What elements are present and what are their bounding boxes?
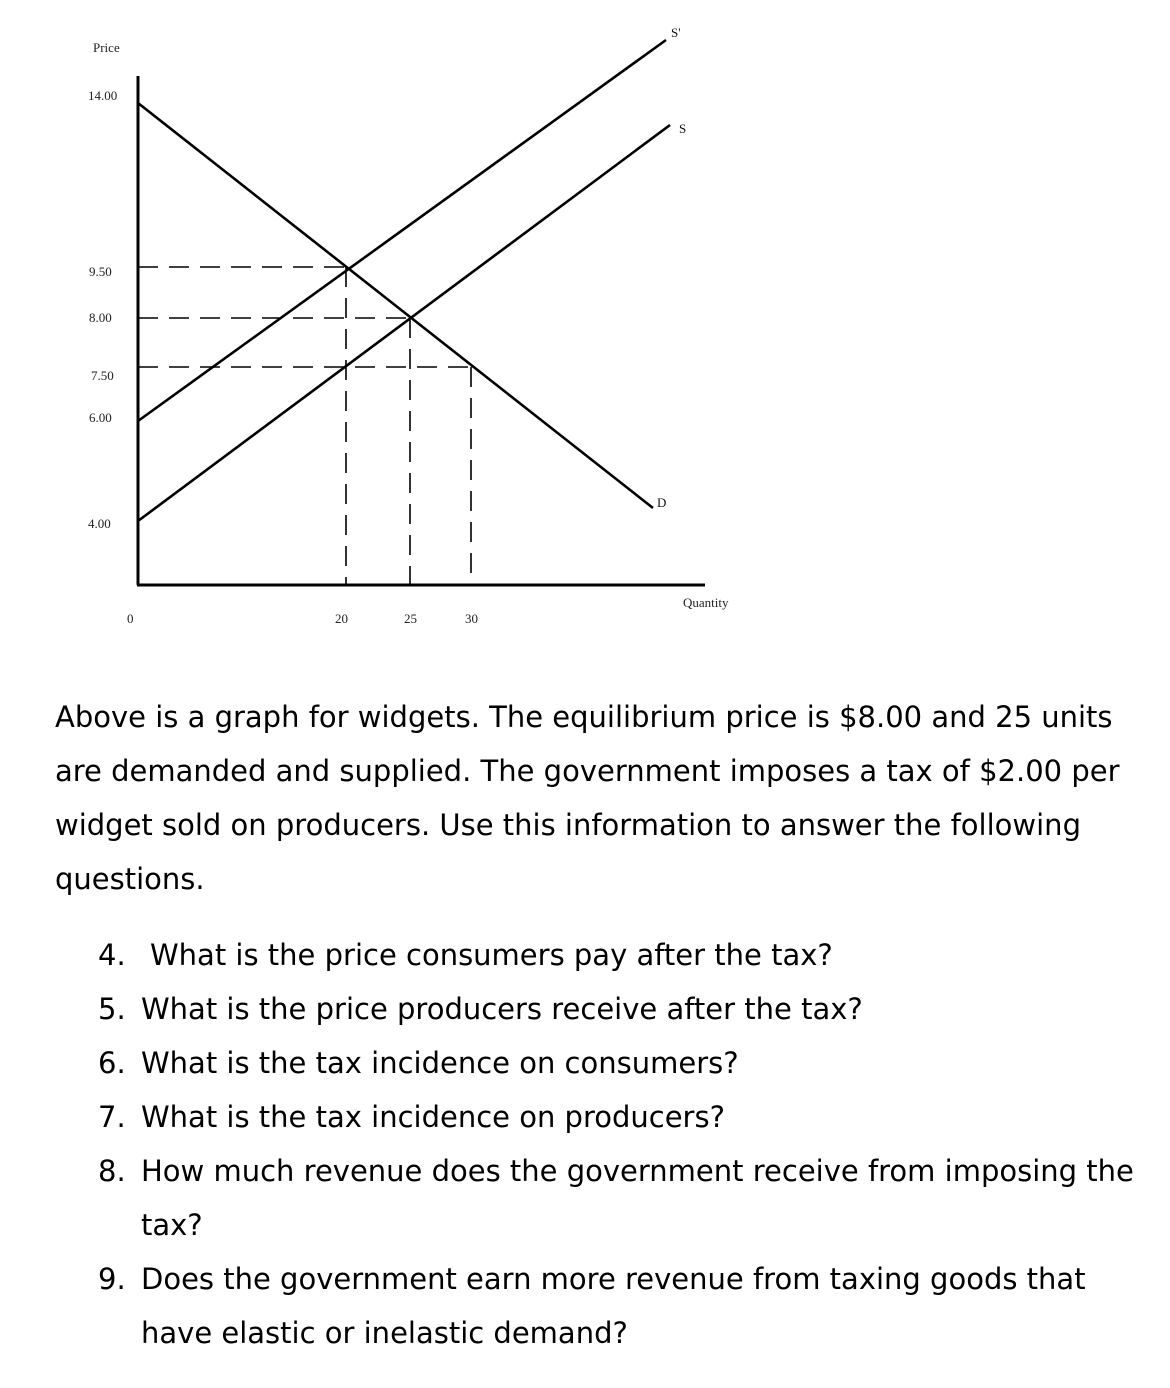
supply-curve-after-tax — [138, 40, 666, 421]
label-supply: S — [679, 121, 687, 136]
question-text: What is the price producers receive after the tax? — [141, 992, 863, 1026]
question-text: What is the tax incidence on producers? — [141, 1100, 725, 1134]
y-axis-label: Price — [93, 40, 120, 55]
question-number: 6. — [98, 1046, 126, 1080]
y-tick-4: 4.00 — [88, 516, 111, 531]
question-list — [98, 928, 1158, 1360]
y-tick-7-50: 7.50 — [91, 368, 114, 383]
y-tick-14: 14.00 — [88, 88, 118, 103]
x-axis-label: Quantity — [683, 595, 729, 610]
x-tick-0: 0 — [127, 611, 134, 626]
question-item — [98, 1252, 1158, 1360]
question-item — [98, 1144, 1158, 1252]
label-supply-after-tax: S' — [671, 25, 681, 40]
question-number: 8. — [98, 1154, 126, 1188]
question-number: 7. — [98, 1100, 126, 1134]
question-item — [98, 928, 1158, 982]
question-text: What is the price consumers pay after the tax? — [150, 938, 833, 972]
question-item — [98, 1090, 1158, 1144]
supply-curve — [138, 125, 670, 521]
intro-paragraph: Above is a graph for widgets. The equilibrium price is $8.00 and 25 units are demanded and supplied. The government imposes a tax of $2.00 per widget sold on producers. Use this information to answer the following questions. — [55, 700, 1120, 896]
demand-curve — [138, 103, 653, 508]
x-tick-20: 20 — [335, 611, 348, 626]
question-item — [98, 982, 1158, 1036]
question-item — [98, 1036, 1158, 1090]
question-text: How much revenue does the government receive from imposing the tax? — [141, 1154, 1134, 1242]
label-demand: D — [657, 495, 667, 510]
question-number: 4. — [98, 938, 126, 972]
question-text: What is the tax incidence on consumers? — [141, 1046, 739, 1080]
question-number: 5. — [98, 992, 126, 1026]
x-tick-25: 25 — [404, 611, 417, 626]
supply-demand-chart — [0, 0, 1170, 660]
y-tick-8: 8.00 — [89, 310, 112, 325]
x-tick-30: 30 — [465, 611, 478, 626]
question-number: 9. — [98, 1262, 126, 1296]
y-tick-6: 6.00 — [89, 410, 112, 425]
question-text: Does the government earn more revenue from taxing goods that have elastic or inelastic demand? — [141, 1262, 1086, 1350]
y-tick-9-50: 9.50 — [89, 264, 112, 279]
